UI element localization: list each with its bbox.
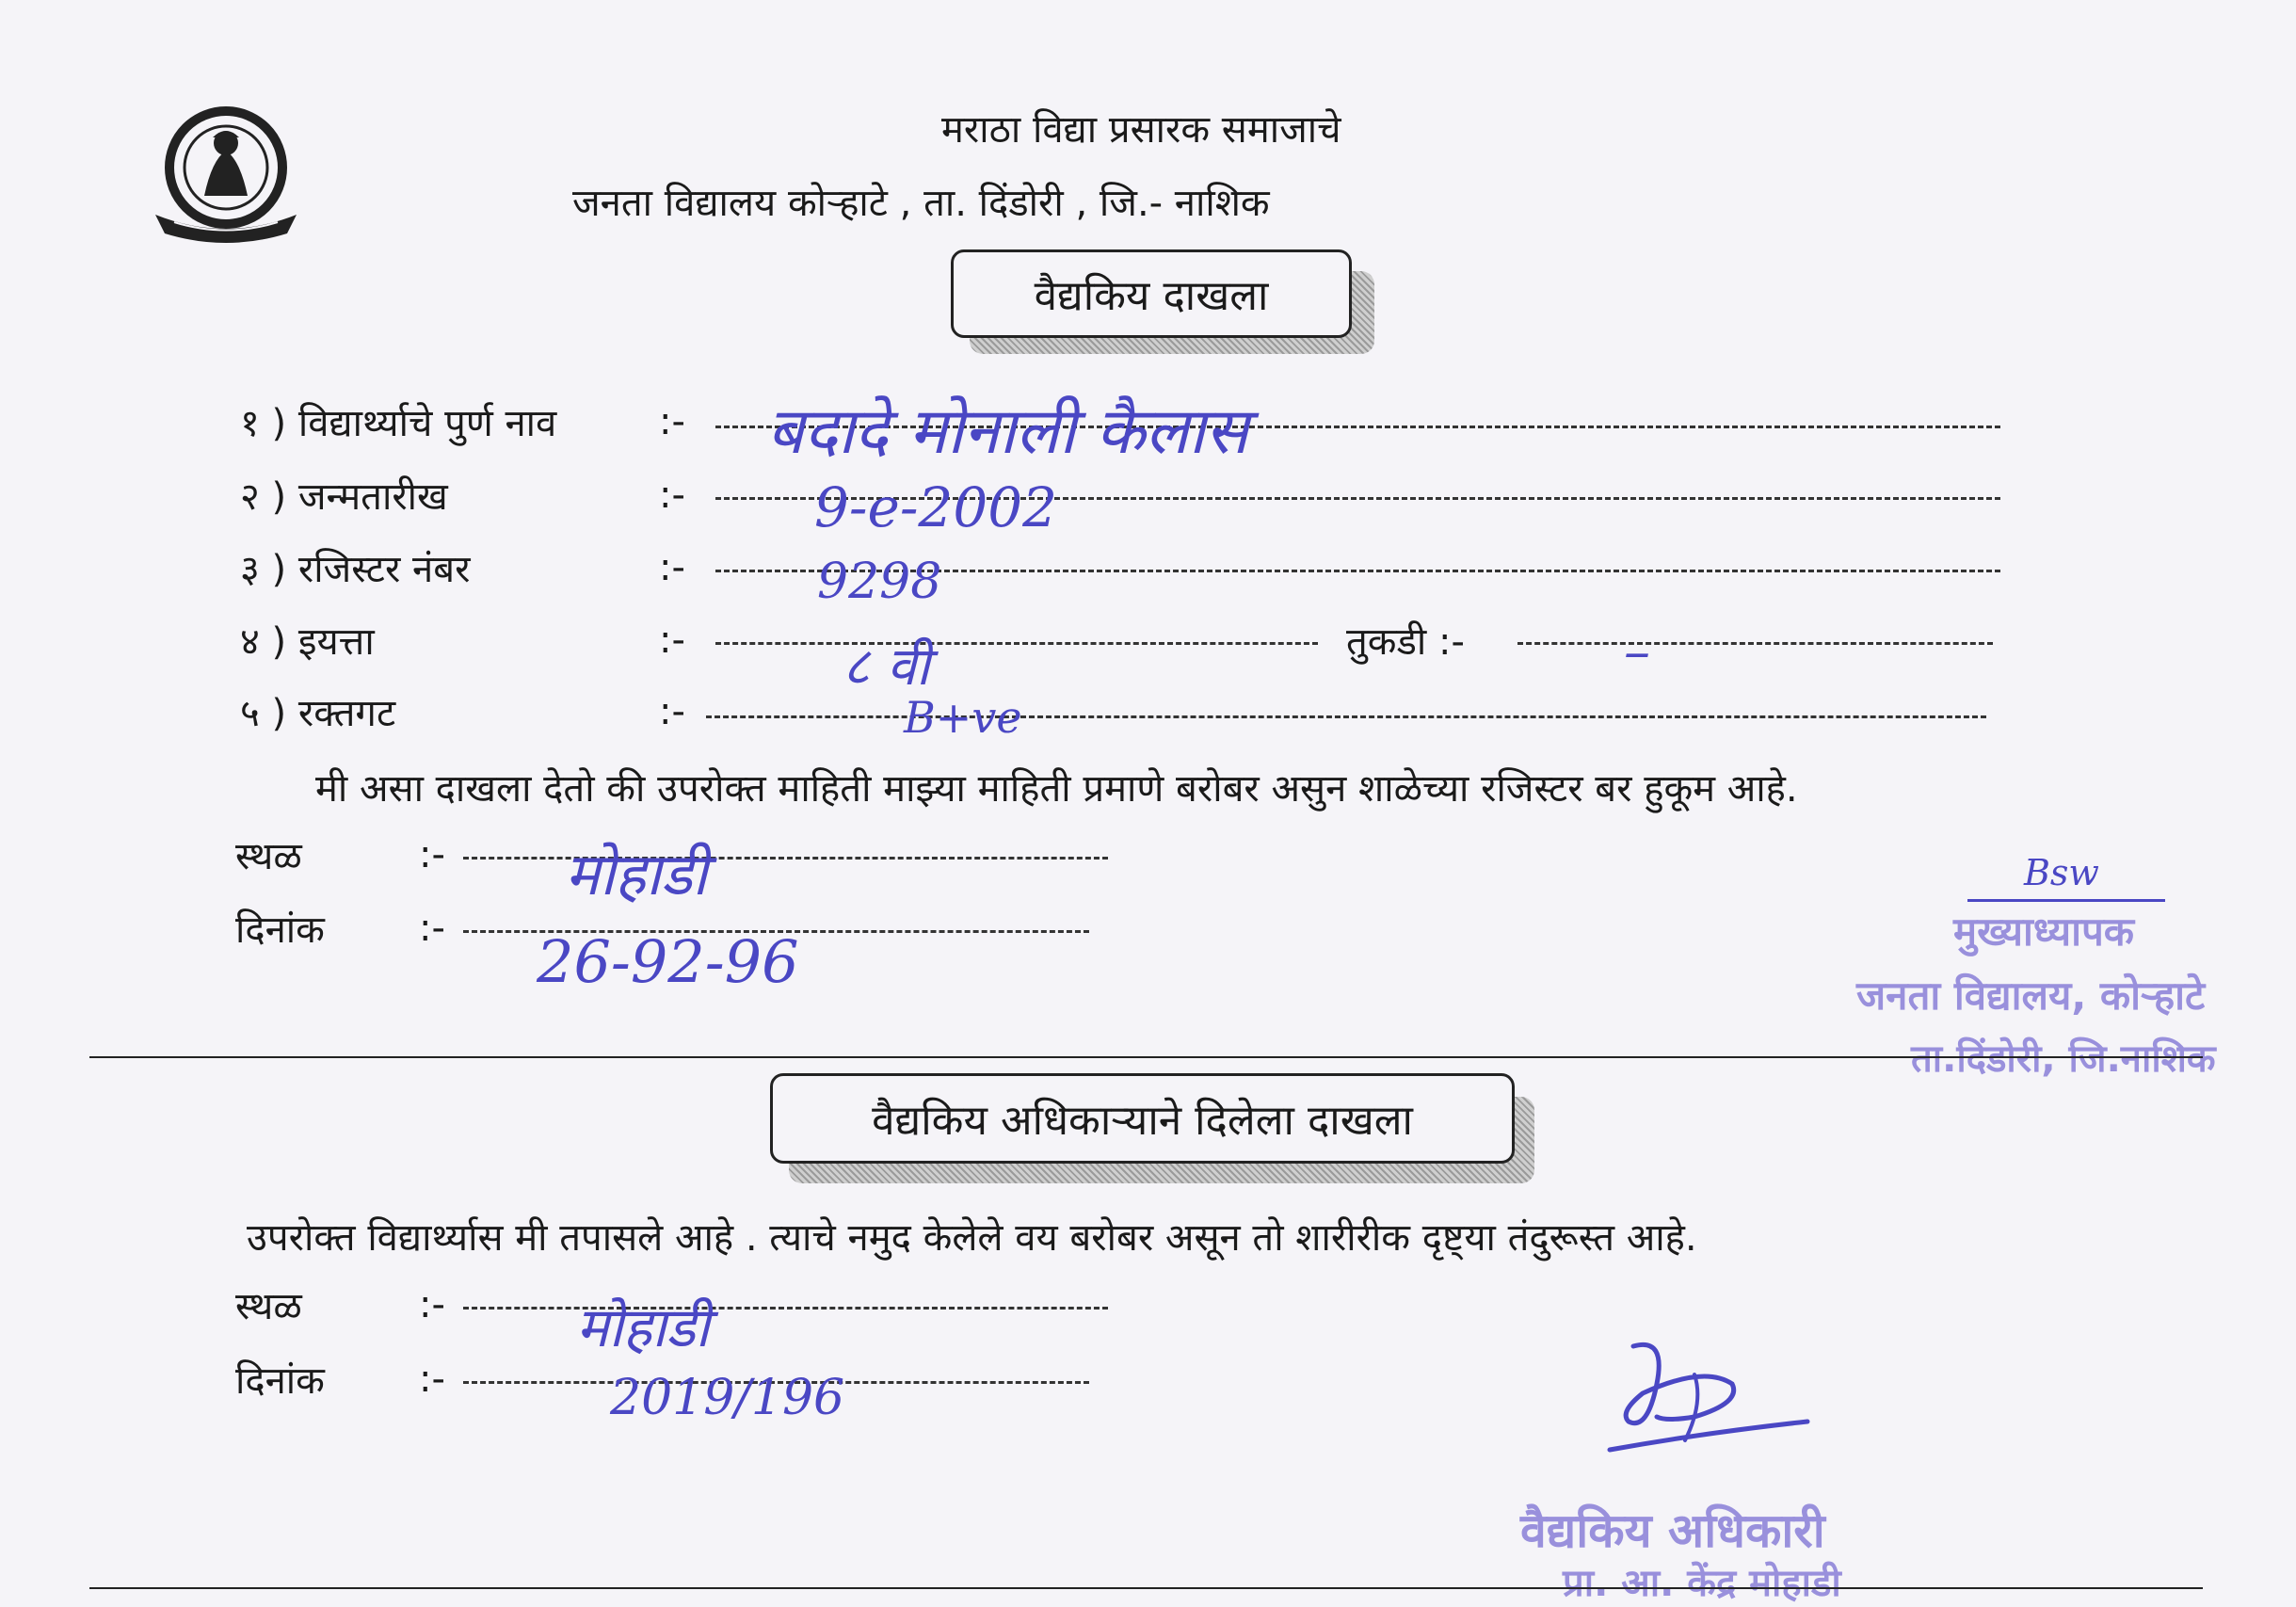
headmaster-signature-line — [1967, 899, 2165, 902]
field-sep-name: :- — [659, 400, 685, 443]
field-value-blood-group: B+ve — [904, 692, 1022, 743]
medical-officer-stamp-line2: प्रा. आ. केंद्र मोहाडी — [1563, 1562, 1841, 1605]
field-line-blood-group — [706, 715, 1986, 718]
place-label: स्थळ — [235, 835, 302, 878]
field-label-standard: ४ ) इयत्ता — [240, 620, 375, 664]
medical-declaration-text: उपरोक्त विद्यार्थ्यास मी तपासले आहे . त्याचे नमुद केलेले वय बरोबर असून तो शारीरीक दृष्ट्या तंदुरूस्त आहे. — [247, 1216, 1697, 1260]
headmaster-initials: Bsw — [2024, 852, 2099, 893]
headmaster-stamp-line3: ता.दिंडोरी, जि.नाशिक — [1911, 1037, 2216, 1081]
medical-officer-stamp-line1: वैद्यकिय अधिकारी — [1520, 1503, 1825, 1558]
medical-place-line — [463, 1307, 1108, 1310]
field-sep-standard: :- — [659, 619, 685, 662]
section-divider — [89, 1056, 2203, 1058]
field-value-dob: 9-e-2002 — [814, 475, 1058, 539]
medical-date-sep: :- — [419, 1358, 445, 1401]
place-line — [463, 857, 1108, 860]
medical-place-sep: :- — [419, 1283, 445, 1326]
headmaster-stamp-line2: जनता विद्यालय, कोऱ्हाटे — [1856, 972, 2206, 1019]
bottom-rule — [89, 1587, 2203, 1589]
field-label-name: १ ) विद्यार्थ्याचे पुर्ण नाव — [240, 402, 557, 445]
division-value: – — [1624, 621, 1650, 683]
headmaster-stamp-line1: मुख्याध्यापक — [1953, 908, 2135, 955]
society-name: मराठा विद्या प्रसारक समाजाचे — [941, 108, 1341, 152]
field-line-standard — [715, 642, 1318, 645]
date-label: दिनांक — [235, 908, 325, 952]
medical-date-value: 2019/196 — [610, 1370, 845, 1426]
field-sep-register: :- — [659, 546, 685, 589]
medical-title: वैद्यकिय अधिकाऱ्याने दिलेला दाखला — [872, 1097, 1413, 1145]
field-sep-blood-group: :- — [659, 690, 685, 733]
certificate-title: वैद्यकिय दाखला — [1034, 272, 1269, 320]
medical-place-value: मोहाडी — [576, 1295, 710, 1359]
place-sep: :- — [419, 833, 445, 876]
school-name: जनता विद्यालय कोऱ्हाटे , ता. दिंडोरी , जि.- नाशिक — [572, 182, 1270, 225]
place-value: मोहाडी — [565, 840, 708, 908]
field-value-register: 9298 — [817, 554, 942, 610]
society-seal-logo — [146, 102, 306, 252]
field-value-name: बदादे मोनाली कैलास — [767, 394, 1249, 469]
field-sep-dob: :- — [659, 474, 685, 517]
field-label-blood-group: ५ ) रक्तगट — [240, 692, 396, 735]
date-value: 26-92-96 — [537, 927, 799, 996]
medical-officer-signature — [1591, 1327, 1817, 1459]
field-label-register: ३ ) रजिस्टर नंबर — [240, 548, 471, 591]
division-line — [1517, 642, 1993, 645]
division-label: तुकडी :- — [1346, 620, 1465, 664]
field-label-dob: २ ) जन्मतारीख — [240, 475, 448, 519]
declaration-text: मी असा दाखला देतो की उपरोक्त माहिती माझ्या माहिती प्रमाणे बरोबर असुन शाळेच्या रजिस्टर बर हुकूम आहे. — [315, 767, 1798, 811]
certificate-title-box — [951, 249, 1352, 338]
field-value-standard: ८ वी — [843, 636, 930, 698]
medical-place-label: स्थळ — [235, 1285, 302, 1328]
date-sep: :- — [419, 907, 445, 950]
medical-date-label: दिनांक — [235, 1359, 325, 1403]
medical-title-box — [770, 1073, 1515, 1164]
